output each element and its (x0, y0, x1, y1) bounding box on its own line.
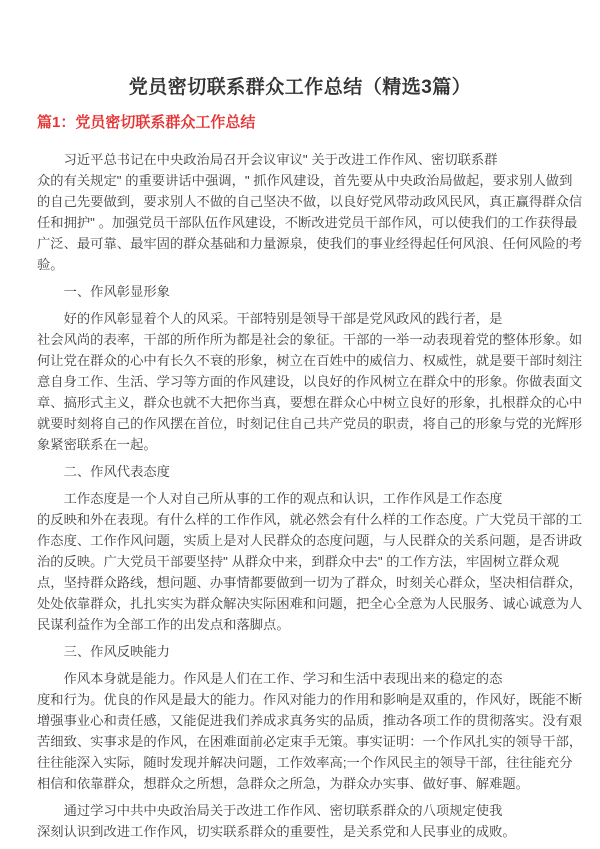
closing-paragraph-rest: 深刻认识到改进工作作风，切实联系群众的重要性，是关系党和人民事业的成败。 (37, 824, 516, 839)
section-2-paragraph-lead: 工作态度是一个人对自己所从事的工作的观点和认识，工作作风是工作态度 (63, 491, 503, 506)
section-2-heading: 二、作风代表态度 (63, 464, 170, 479)
section-2-paragraph-rest: 的反映和外在表现。有什么样的工作作风，就必然会有什么样的工作态度。广大党员干部的工作态度、工作作风问题，实质上是对人民群众的态度问题，与人民群众的关系问题，是否讲政治的反映。广大党员干部要坚持" 从群众中来，到群众中去" 的工作方法，牢固树立群众观点，坚持群众路线，想问题、办事情都要做到一切为了群众，时刻关心群众，坚决相信群众，处处依靠群众，扎扎实实为群众解决实际困难和问题，把全心全意为人民服务、诚心诚意为人民谋利益作为全部工作的出发点和落脚点。 (37, 512, 583, 632)
section-1-paragraph-lead: 好的作风彰显着个人的风采。干部特别是领导干部是党风政风的践行者，是 (63, 311, 503, 326)
part-1-heading: 篇1：党员密切联系群众工作总结 (37, 114, 256, 131)
intro-paragraph-rest: 众的有关规定" 的重要讲话中强调，" 抓作风建设，首先要从中央政治局做起，要求别人做到的自己先要做到，要求别人不做的自己坚决不做，以良好党风带动政风民风，真正赢得群众信任和拥护" 。加强党员干部队伍作风建设，不断改进党员干部作风，可以使我们的工作获得最广泛、最可靠、最牢固的群众基础和力量源泉，使我们的事业经得起任何风浪、任何风险的考验。 (37, 173, 583, 272)
closing-paragraph-lead: 通过学习中共中央政治局关于改进工作作风、密切联系群众的八项规定使我 (63, 803, 503, 818)
section-1-heading: 一、作风彰显形象 (63, 284, 170, 299)
section-3-paragraph (37, 668, 583, 794)
section-3-paragraph-lead: 作风本身就是能力。作风是人们在工作、学习和生活中表现出来的稳定的态 (63, 671, 503, 686)
section-3-heading: 三、作风反映能力 (63, 644, 170, 659)
section-1-paragraph (37, 308, 583, 455)
section-2-paragraph (37, 488, 583, 635)
intro-paragraph-lead: 习近平总书记在中央政治局召开会议审议" 关于改进工作作风、密切联系群 (63, 152, 498, 167)
intro-paragraph (37, 149, 583, 275)
document-title: 党员密切联系群众工作总结（精选3篇） (128, 77, 472, 98)
section-3-paragraph-rest: 度和行为。优良的作风是最大的能力。作风对能力的作用和影响是双重的，作风好，既能不断增强事业心和责任感，又能促进我们养成求真务实的品质，推动各项工作的贯彻落实。没有艰苦细致、实事求是的作风，在困难面前必定束手无策。事实证明：一个作风扎实的领导干部，往往能深入实际，随时发现并解决问题，工作效率高;一个作风民主的领导干部，往往能充分相信和依靠群众，想群众之所想，急群众之所急，为群众办实事、做好事、解难题。 (37, 692, 583, 791)
section-1-paragraph-rest: 社会风尚的表率，干部的所作所为都是社会的象征。干部的一举一动表现着党的整体形象。如何让党在群众的心中有长久不衰的形象，树立在百姓中的威信力、权威性，就是要干部时刻注意自身工作、生活、学习等方面的作风建设，以良好的作风树立在群众中的形象。你做表面文章、搞形式主义，群众也就不大把你当真，要想在群众心中树立良好的形象，扎根群众的心中就要时刻将自己的作风摆在首位，时刻记住自己共产党员的职责，将自己的形象与党的光辉形象紧密联系在一起。 (37, 332, 583, 452)
closing-paragraph (37, 800, 583, 842)
